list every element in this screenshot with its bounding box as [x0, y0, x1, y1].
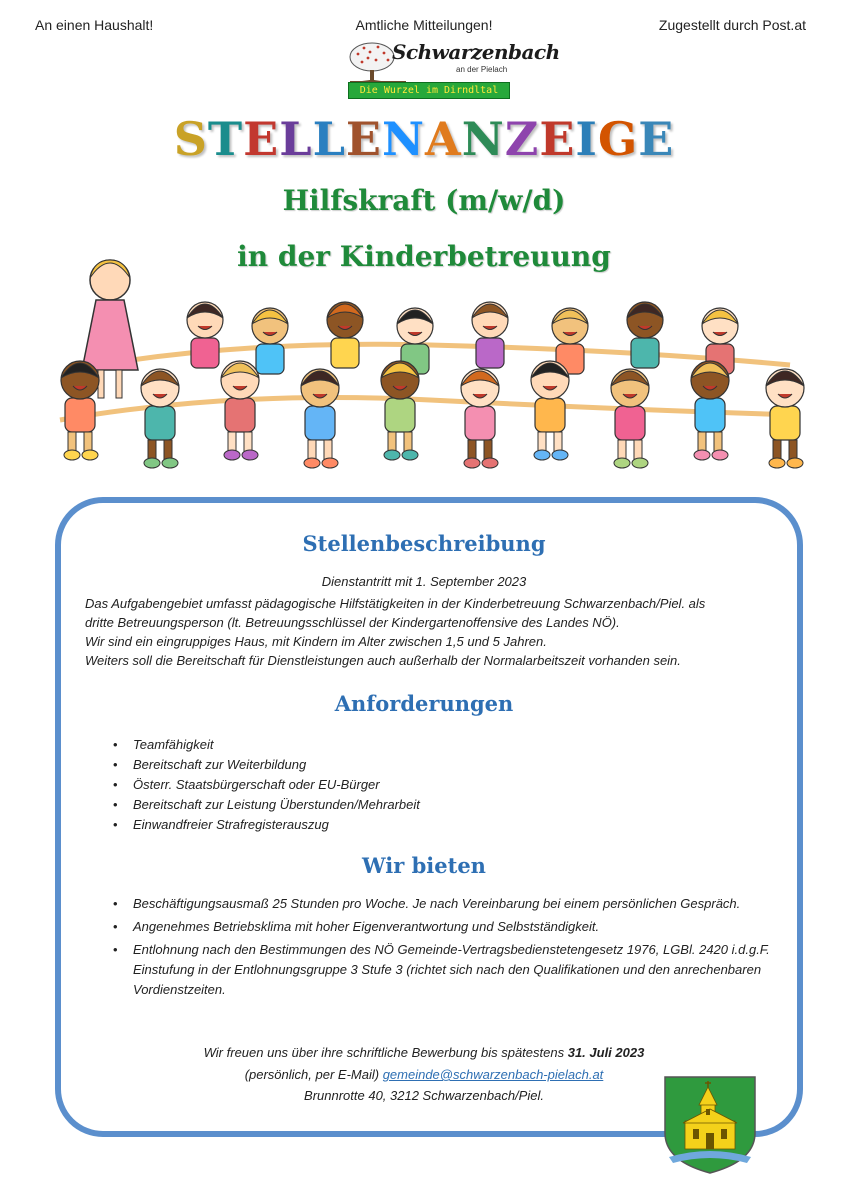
child-shirt	[770, 406, 800, 440]
list-item: • Entlohnung nach den Bestimmungen des NÖ Gemeinde-Vertragsbedienstetengesetz 1976, LGBl. 2420 i.d.g.F. Einstufung in der Entlohnungsgruppe 3 Stufe 3 (richtet sich nach den Qualifikationen und den anrechenbaren Vordienstzeiten.	[113, 940, 793, 1000]
deadline-date: 31. Juli 2023	[567, 1045, 645, 1060]
title-letter: Z	[504, 112, 540, 166]
child-shirt	[631, 338, 659, 368]
logo-tagline: Die Wurzel im Dirndltal	[348, 82, 510, 99]
logo-subtitle: an der Pielach	[456, 65, 508, 74]
title-letter: G	[597, 112, 639, 166]
child-leg	[68, 432, 76, 452]
title-letter: E	[243, 112, 280, 166]
child-shoe	[242, 450, 258, 460]
child-leg	[554, 432, 562, 452]
address: Brunnrotte 40, 3212 Schwarzenbach/Piel.	[304, 1088, 544, 1103]
child-shoe	[162, 458, 178, 468]
heading-stellenbeschreibung: Stellenbeschreibung	[302, 531, 546, 556]
child-shirt	[385, 398, 415, 432]
child-shoe	[787, 458, 803, 468]
child-leg	[714, 432, 722, 452]
offer-list	[113, 894, 793, 1003]
child-shirt	[695, 398, 725, 432]
list-item: • Bereitschaft zur Weiterbildung	[113, 755, 420, 775]
child-shoe	[82, 450, 98, 460]
child-shoe	[304, 458, 320, 468]
requirements-list	[113, 735, 420, 835]
title-letter: E	[345, 112, 382, 166]
list-item: • Bereitschaft zur Leistung Überstunden/Mehrarbeit	[113, 795, 420, 815]
child-leg	[538, 432, 546, 452]
header-right-text: Zugestellt durch Post.at	[658, 17, 806, 33]
child-shoe	[384, 450, 400, 460]
child-leg	[404, 432, 412, 452]
children-illustration	[30, 250, 820, 480]
list-item: • Beschäftigungsausmaß 25 Stunden pro Woche. Je nach Vereinbarung bei einem persönlichen Gespräch.	[113, 894, 793, 914]
child-leg	[484, 440, 492, 460]
child-shirt	[256, 344, 284, 374]
teacher-leg	[116, 370, 122, 398]
child-shoe	[552, 450, 568, 460]
child-shirt	[615, 406, 645, 440]
child-shirt	[331, 338, 359, 368]
logo-name: Schwarzenbach	[392, 40, 560, 64]
child-shoe	[144, 458, 160, 468]
title-letter: E	[638, 112, 675, 166]
page-title	[0, 112, 848, 166]
child-shirt	[465, 406, 495, 440]
description-line: Wir sind ein eingruppiges Haus, mit Kindern im Alter zwischen 1,5 und 5 Jahren.	[85, 634, 547, 649]
job-title: Hilfskraft (m/w/d)	[282, 184, 566, 217]
child-shirt	[535, 398, 565, 432]
title-letter: A	[425, 112, 462, 166]
child-leg	[148, 440, 156, 460]
start-date: Dienstantritt mit 1. September 2023	[321, 574, 527, 589]
heading-anforderungen: Anforderungen	[334, 691, 514, 716]
child-shoe	[482, 458, 498, 468]
list-item: • Österr. Staatsbürgerschaft oder EU-Bürger	[113, 775, 420, 795]
list-item: • Einwandfreier Strafregisterauszug	[113, 815, 420, 835]
title-letter: N	[381, 112, 426, 166]
description-line: dritte Betreuungsperson (lt. Betreuungsschlüssel der Kindergartenoffensive des Landes NÖ).	[85, 615, 620, 630]
child-shirt	[191, 338, 219, 368]
heading-wir-bieten: Wir bieten	[362, 853, 486, 878]
child-shoe	[694, 450, 710, 460]
child-shirt	[65, 398, 95, 432]
teacher-dress	[82, 300, 138, 370]
child-shoe	[64, 450, 80, 460]
child-shoe	[534, 450, 550, 460]
child-shirt	[145, 406, 175, 440]
child-shoe	[402, 450, 418, 460]
child-shirt	[225, 398, 255, 432]
child-leg	[789, 440, 797, 460]
contact-text: (persönlich, per E-Mail)	[244, 1067, 383, 1082]
job-area: in der Kinderbetreuung	[237, 240, 611, 273]
child-leg	[308, 440, 316, 460]
child-shoe	[224, 450, 240, 460]
arm-chain-back	[70, 344, 790, 370]
child-shoe	[322, 458, 338, 468]
description-line: Weiters soll die Bereitschaft für Dienstleistungen auch außerhalb der Normalarbeitszeit vorhanden sein.	[85, 653, 681, 668]
title-letter: I	[575, 112, 598, 166]
child-leg	[228, 432, 236, 452]
job-description	[85, 594, 785, 670]
child-shirt	[476, 338, 504, 368]
deadline-text: Wir freuen uns über ihre schriftliche Bewerbung bis spätestens	[203, 1045, 568, 1060]
email-link[interactable]: gemeinde@schwarzenbach-pielach.at	[382, 1067, 604, 1082]
coat-of-arms-icon	[663, 1075, 757, 1175]
child-leg	[618, 440, 626, 460]
title-letter: L	[312, 112, 346, 166]
header-center-text: Amtliche Mitteilungen!	[355, 17, 493, 33]
child-shoe	[712, 450, 728, 460]
list-item: • Angenehmes Betriebsklima mit hoher Eigenverantwortung und Selbstständigkeit.	[113, 917, 793, 937]
title-letter: N	[461, 112, 505, 166]
child-leg	[244, 432, 252, 452]
child-shoe	[464, 458, 480, 468]
title-letter: E	[539, 112, 576, 166]
header-left-text: An einen Haushalt!	[35, 17, 154, 33]
application-deadline	[0, 1045, 848, 1060]
title-letter: T	[207, 112, 244, 166]
child-shoe	[632, 458, 648, 468]
child-shirt	[305, 406, 335, 440]
child-leg	[634, 440, 642, 460]
child-leg	[164, 440, 172, 460]
title-letter: L	[279, 112, 313, 166]
description-line: Das Aufgabengebiet umfasst pädagogische Hilfstätigkeiten in der Kinderbetreuung Schwarzenbach/Piel. als	[85, 596, 706, 611]
child-leg	[468, 440, 476, 460]
child-shoe	[614, 458, 630, 468]
title-letter: S	[173, 112, 208, 166]
child-leg	[698, 432, 706, 452]
municipality-logo	[348, 40, 560, 98]
child-leg	[324, 440, 332, 460]
list-item: • Teamfähigkeit	[113, 735, 420, 755]
child-leg	[773, 440, 781, 460]
child-leg	[84, 432, 92, 452]
child-leg	[388, 432, 396, 452]
child-shoe	[769, 458, 785, 468]
